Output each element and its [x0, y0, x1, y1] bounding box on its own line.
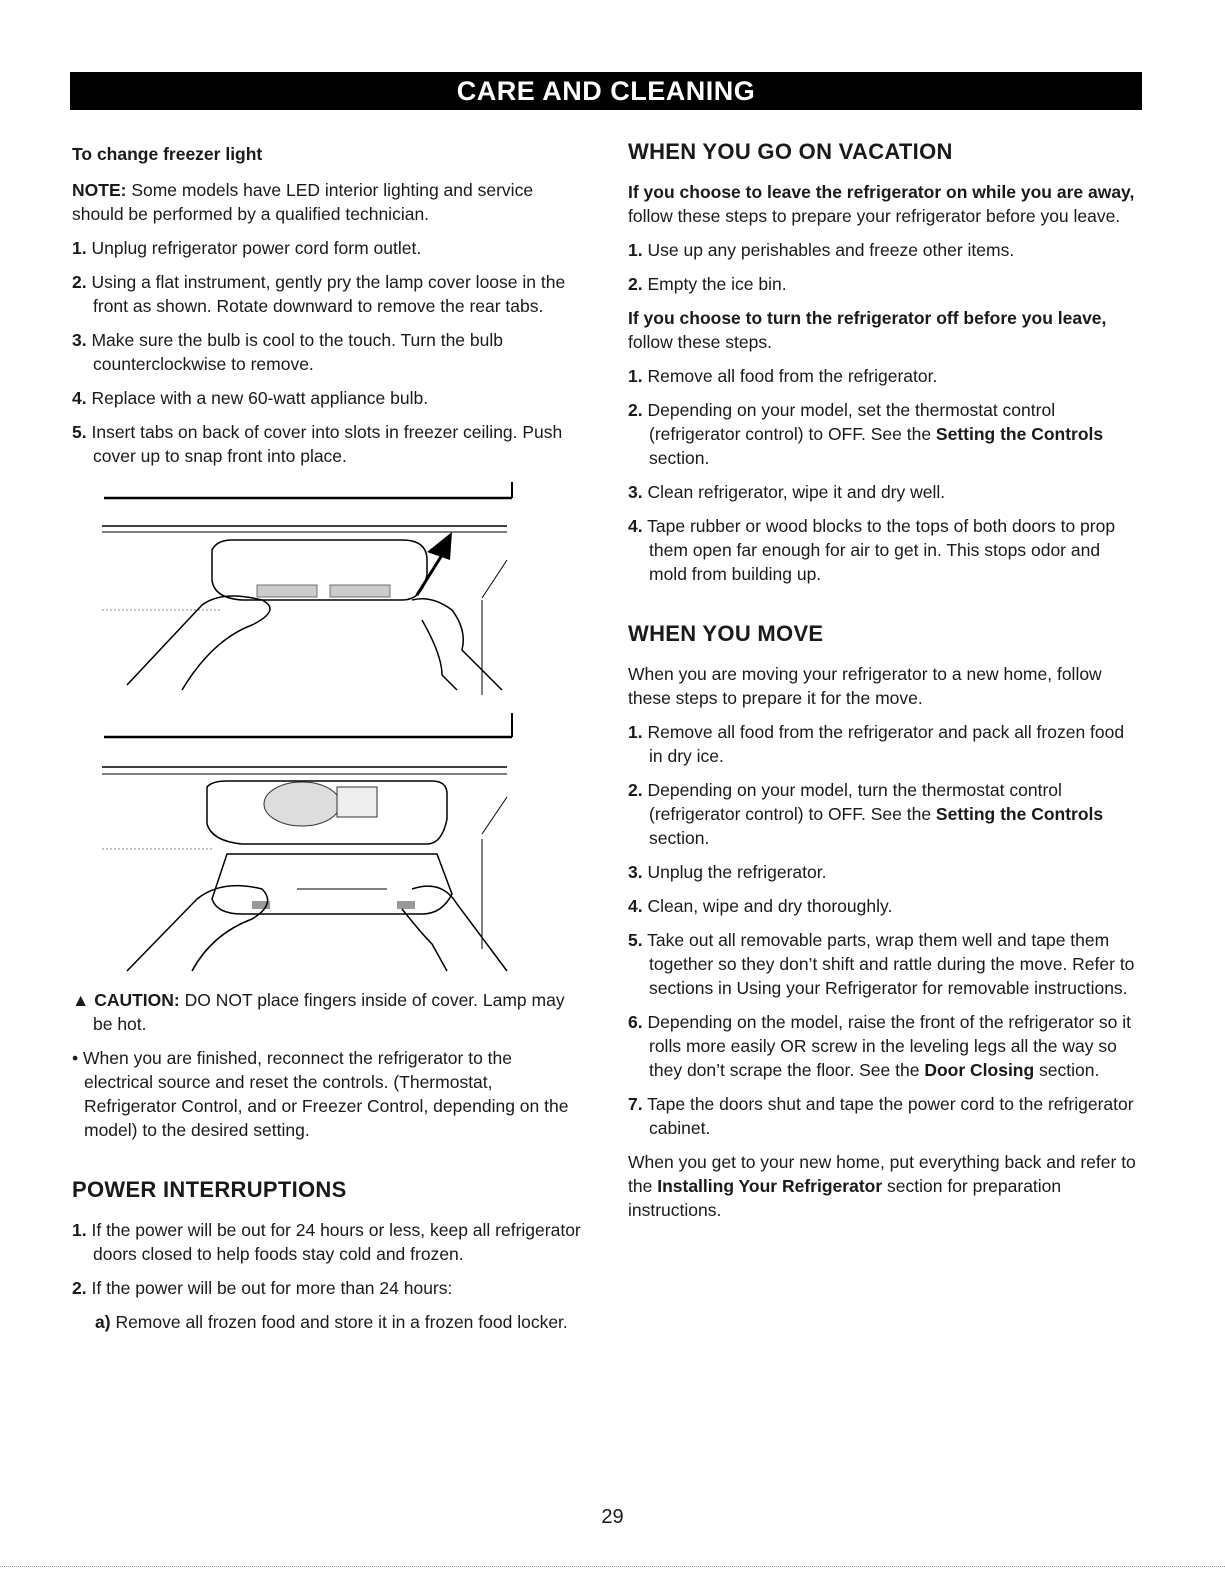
move-step-5: 5. Take out all removable parts, wrap them well and tape them together so they don’t shift and rattle during the move. Refer to sections in Using your Refrigerator for removable instructions. — [628, 930, 1135, 998]
power-substep-a: a) Remove all frozen food and store it in a frozen food locker. — [95, 1312, 568, 1332]
power-step-2: 2. If the power will be out for more than 24 hours: — [72, 1278, 453, 1298]
vacation-intro-2: If you choose to turn the refrigerator off before you leave, follow these steps. — [628, 308, 1107, 352]
caution-text: DO NOT place fingers inside of cover. Lamp may be hot. — [93, 990, 565, 1034]
reconnect-bullet: • When you are finished, reconnect the refrigerator to the electrical source and reset the controls. (Thermostat, Refrigerator Control, and or Freezer Control, depending on the model) to the desired setting. — [72, 1048, 569, 1140]
note-label: NOTE: — [72, 180, 127, 200]
pry-cover-drawing — [102, 480, 522, 695]
power-step-1: 1. If the power will be out for 24 hours or less, keep all refrigerator doors closed to help foods stay cold and frozen. — [72, 1220, 581, 1264]
note-paragraph — [72, 178, 584, 226]
freezer-step-2: 2. Using a flat instrument, gently pry the lamp cover loose in the front as shown. Rotate downward to remove the rear tabs. — [72, 272, 566, 316]
vacation-off-step-3: 3. Clean refrigerator, wipe it and dry well. — [628, 482, 946, 502]
page-number: 29 — [601, 1506, 624, 1528]
vacation-off-step-1: 1. Remove all food from the refrigerator. — [628, 366, 938, 386]
footer-rule — [0, 1566, 1225, 1567]
move-step-7: 7. Tape the doors shut and tape the power cord to the refrigerator cabinet. — [628, 1094, 1134, 1138]
move-step-4: 4. Clean, wipe and dry thoroughly. — [628, 896, 893, 916]
caution-label: CAUTION: — [94, 990, 180, 1010]
lamp-cover-removal-illustration — [102, 480, 522, 695]
page-banner: CARE AND CLEANING — [70, 72, 1142, 110]
right-column — [628, 138, 1140, 1232]
freezer-step-5: 5. Insert tabs on back of cover into slots in freezer ceiling. Push cover up to snap front into place. — [72, 422, 563, 466]
caution-paragraph — [72, 988, 584, 1036]
power-interruptions-title: POWER INTERRUPTIONS — [72, 1177, 347, 1202]
lamp-cover-lowered-illustration — [102, 709, 522, 974]
warning-triangle-icon: ▲ — [72, 990, 90, 1010]
freezer-step-3: 3. Make sure the bulb is cool to the touch. Turn the bulb counterclockwise to remove. — [72, 330, 503, 374]
note-text: Some models have LED interior lighting and service should be performed by a qualified technician. — [72, 180, 534, 224]
freezer-light-heading: To change freezer light — [72, 144, 263, 164]
move-intro: When you are moving your refrigerator to a new home, follow these steps to prepare it for the move. — [628, 664, 1102, 708]
vacation-on-step-1: 1. Use up any perishables and freeze other items. — [628, 240, 1015, 260]
move-step-1: 1. Remove all food from the refrigerator and pack all frozen food in dry ice. — [628, 722, 1125, 766]
vacation-title: WHEN YOU GO ON VACATION — [628, 139, 953, 164]
freezer-step-1: 1. Unplug refrigerator power cord form outlet. — [72, 238, 422, 258]
move-step-2: 2. Depending on your model, turn the thermostat control (refrigerator control) to OFF. See the Setting the Controls section. — [628, 780, 1104, 848]
vacation-on-step-2: 2. Empty the ice bin. — [628, 274, 787, 294]
vacation-off-step-4: 4. Tape rubber or wood blocks to the tops of both doors to prop them open far enough for air to get in. This stops odor and mold from building up. — [628, 516, 1116, 584]
move-step-3: 3. Unplug the refrigerator. — [628, 862, 827, 882]
freezer-step-4: 4. Replace with a new 60-watt appliance bulb. — [72, 388, 429, 408]
vacation-off-step-2: 2. Depending on your model, set the thermostat control (refrigerator control) to OFF. See the Setting the Controls section. — [628, 400, 1104, 468]
vacation-intro-1: If you choose to leave the refrigerator on while you are away, follow these steps to prepare your refrigerator before you leave. — [628, 182, 1135, 226]
move-step-6: 6. Depending on the model, raise the front of the refrigerator so it rolls more easily OR screw in the leveling legs all the way so they don’t scrape the floor. See the Door Closing section. — [628, 1012, 1131, 1080]
lowered-cover-drawing — [102, 709, 522, 974]
left-column — [72, 138, 584, 1344]
move-outro: When you get to your new home, put everything back and refer to the Installing Your Refrigerator section for preparation instructions. — [628, 1152, 1136, 1220]
move-title: WHEN YOU MOVE — [628, 621, 824, 646]
